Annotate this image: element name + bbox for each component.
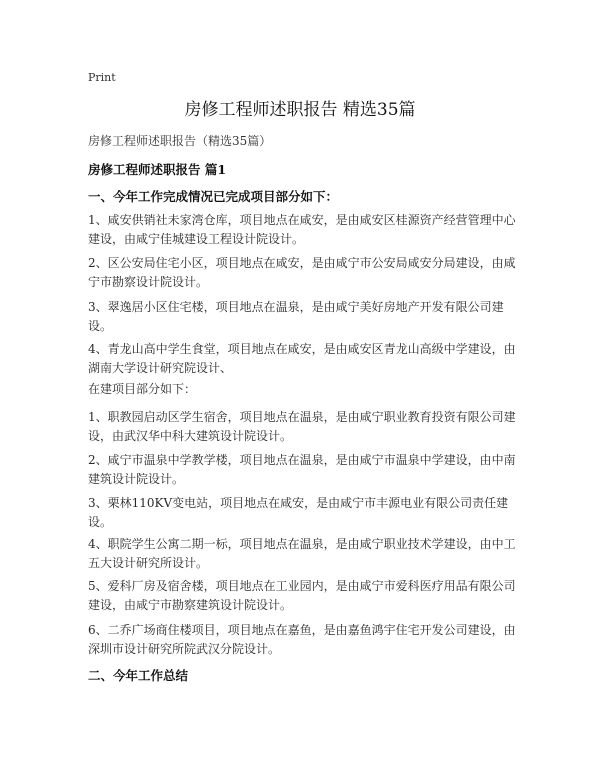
in-progress-item-2: 2、咸宁市温泉中学教学楼，项目地点在温泉，是由咸宁市温泉中学建设，由中南建筑设计院设计。 <box>88 453 516 486</box>
print-label[interactable]: Print <box>88 71 116 84</box>
completed-item-2: 2、区公安局住宅小区，项目地点在咸安，是由咸宁市公安局咸安分局建设，由咸宁市勘察设计院设计。 <box>88 256 516 289</box>
part2-heading: 二、今年工作总结 <box>88 668 189 683</box>
in-progress-item-6: 6、二乔广场商住楼项目，项目地点在嘉鱼，是由嘉鱼鸿宇住宅开发公司建设，由深圳市设计研究所院武汉分院设计。 <box>88 623 516 656</box>
in-progress-heading: 在建项目部分如下： <box>88 382 197 396</box>
in-progress-item-5: 5、爱科厂房及宿舍楼，项目地点在工业园内，是由咸宁市爱科医疗用品有限公司建设，由咸宁市勘察建筑设计院设计。 <box>88 579 516 612</box>
section-heading: 房修工程师述职报告 篇1 <box>88 162 227 177</box>
page-title: 房修工程师述职报告 精选35篇 <box>184 100 416 120</box>
completed-item-4: 4、青龙山高中学生食堂，项目地点在咸安，是由咸安区青龙山高级中学建设，由湖南大学设计研究院设计、 <box>88 342 516 375</box>
in-progress-item-3: 3、栗林110KV变电站，项目地点在咸安，是由咸宁市丰源电业有限公司责任建设。 <box>88 496 509 529</box>
completed-item-1: 1、咸安供销社未家湾仓库，项目地点在咸安，是由咸安区桂源资产经营管理中心建设，由咸宁佳城建设工程设计院设计。 <box>88 213 516 246</box>
completed-item-3: 3、翠逸居小区住宅楼，项目地点在温泉，是由咸宁美好房地产开发有限公司建设。 <box>88 300 504 333</box>
in-progress-item-1: 1、职教园启动区学生宿舍，项目地点在温泉，是由咸宁职业教育投资有限公司建设，由武汉华中科大建筑设计院设计。 <box>88 410 516 443</box>
in-progress-item-4: 4、职院学生公寓二期一标，项目地点在温泉，是由咸宁职业技术学建设，由中工五大设计研究所设计。 <box>88 537 516 570</box>
part1-heading: 一、今年工作完成情况已完成项目部分如下： <box>88 189 339 204</box>
subtitle: 房修工程师述职报告（精选35篇） <box>88 134 272 148</box>
